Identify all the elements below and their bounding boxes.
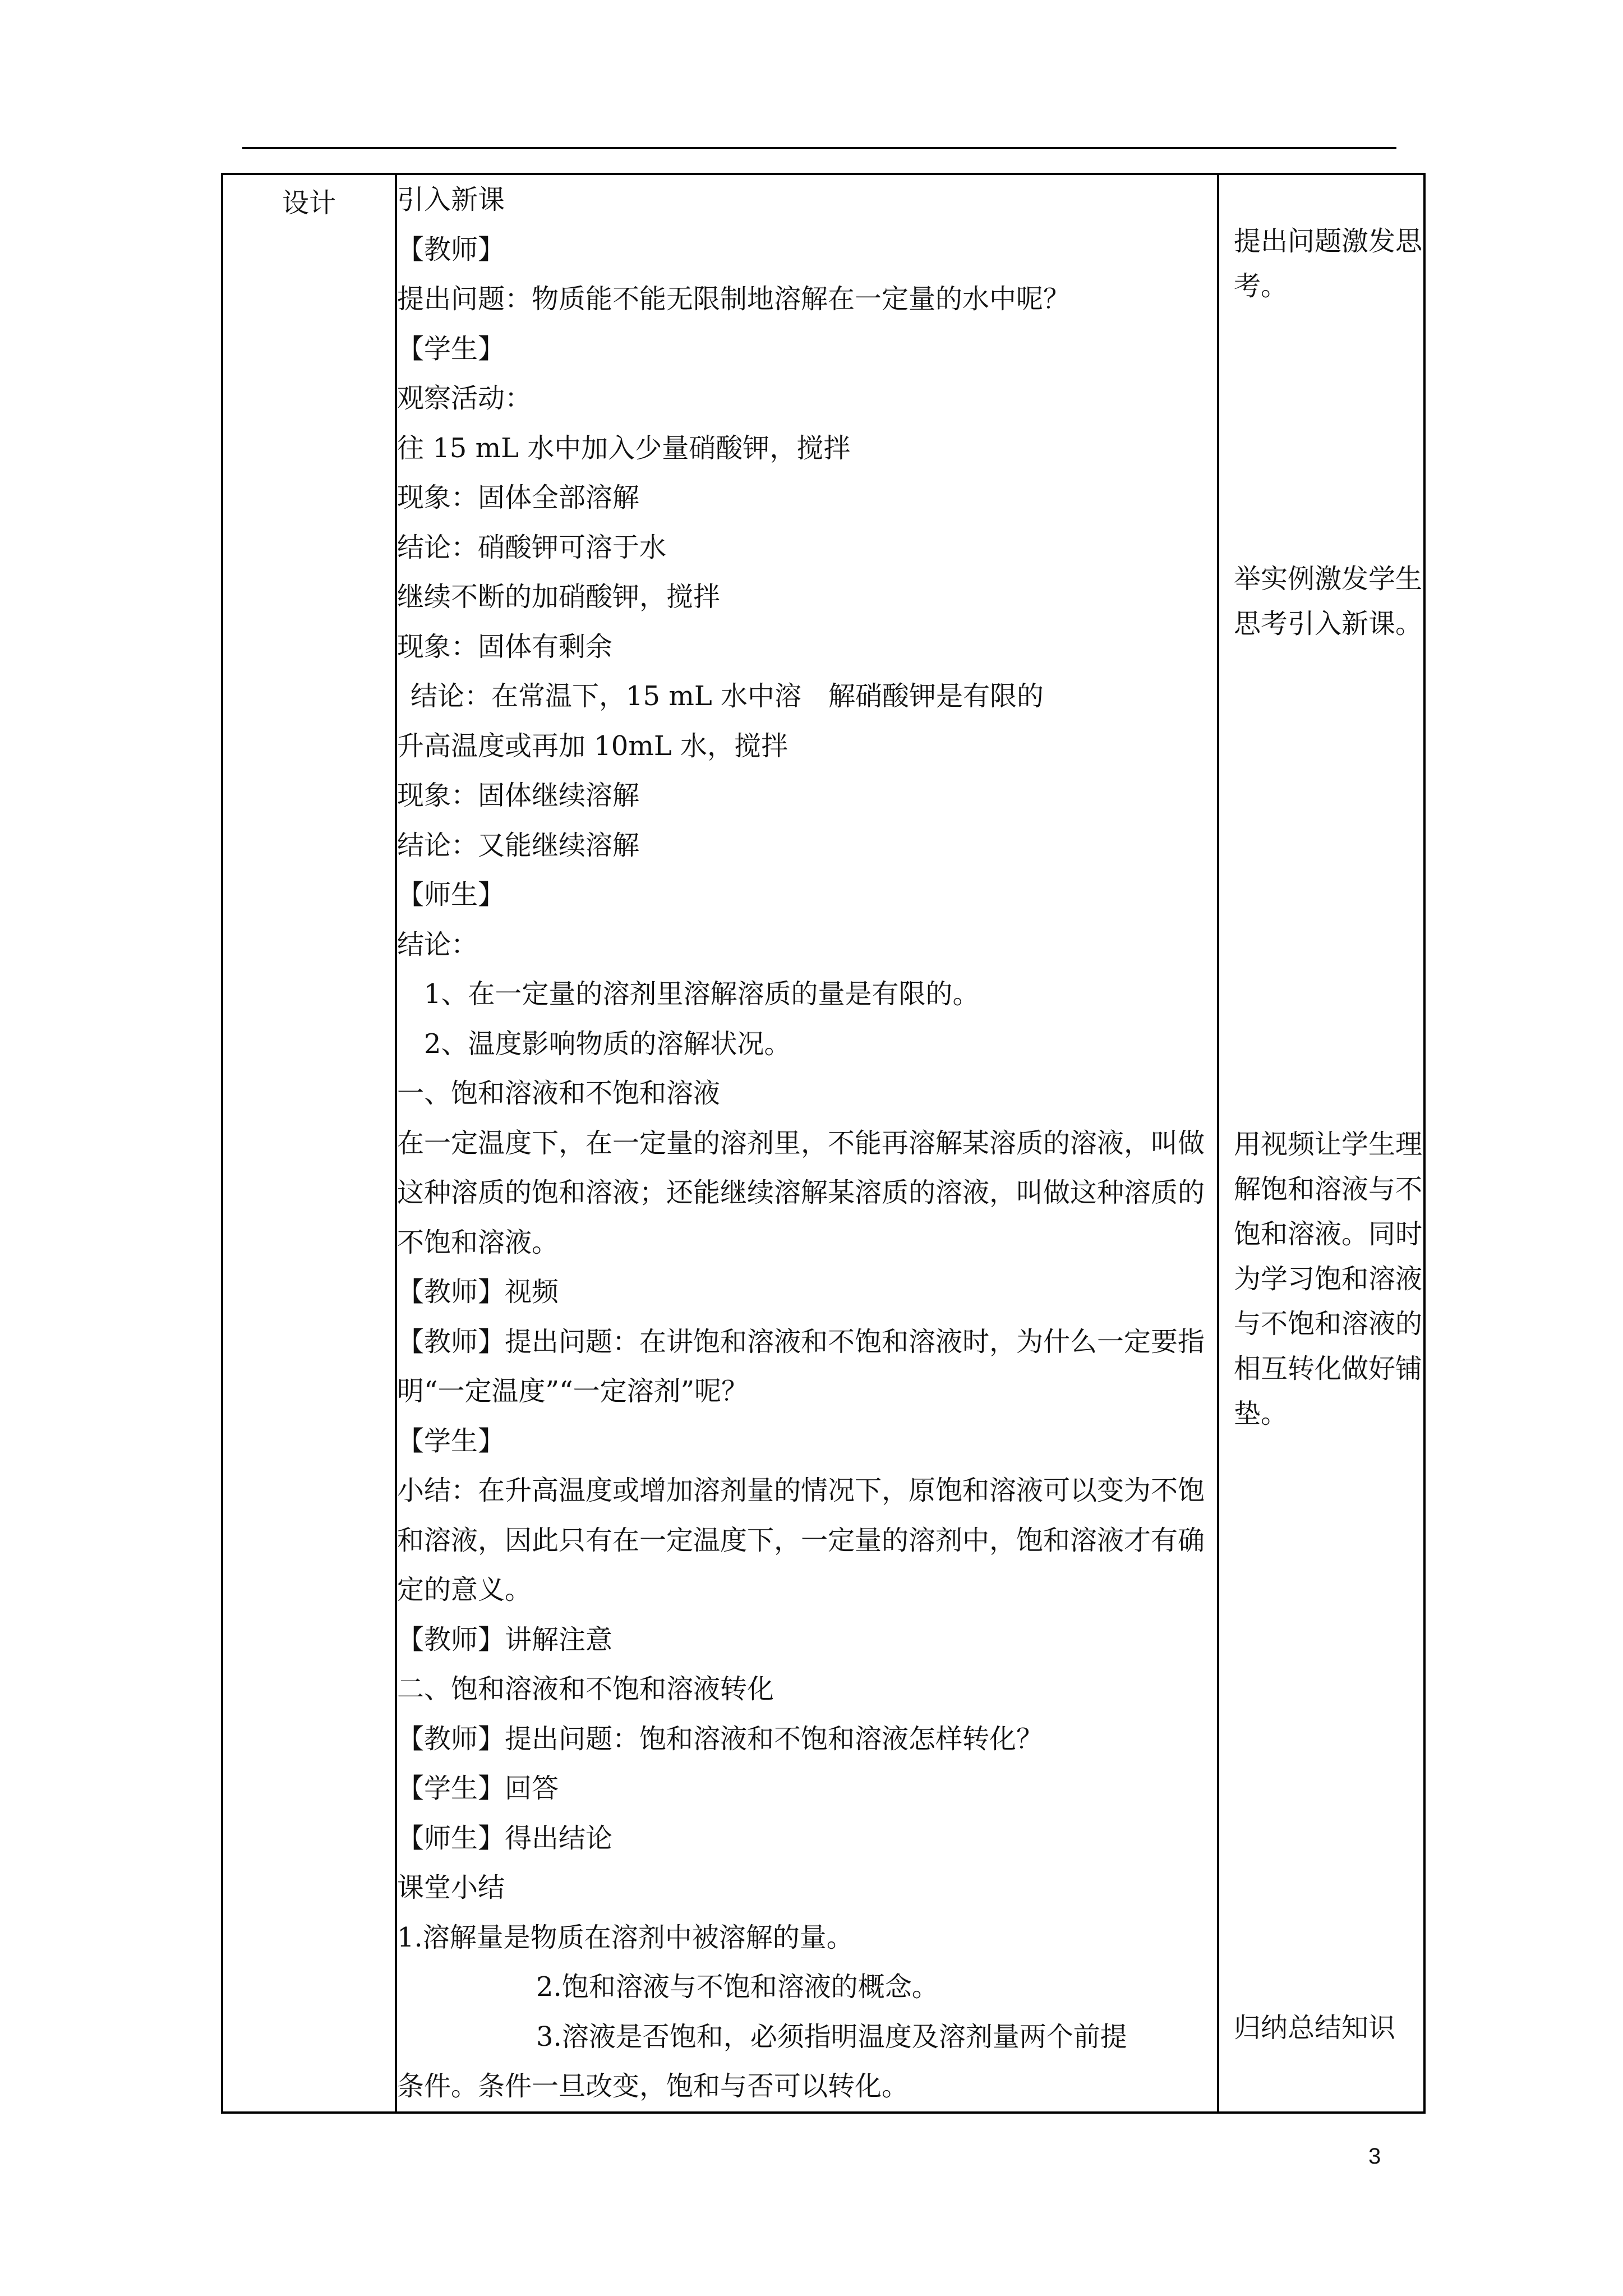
design-note: 举实例激发学生思考引入新课。 bbox=[1234, 563, 1423, 639]
role-student: 【学生】 bbox=[397, 333, 505, 365]
summary-point: 1.溶解量是物质在溶剂中被溶解的量。 bbox=[397, 1921, 854, 1953]
table-row bbox=[222, 174, 1424, 2113]
design-intent-cell bbox=[1218, 174, 1424, 2113]
conclusion-point: 1、在一定量的溶剂里溶解溶质的量是有限的。 bbox=[424, 978, 980, 1010]
phenomenon-text: 现象：固体继续溶解 bbox=[397, 780, 640, 811]
design-note: 提出问题激发思考。 bbox=[1234, 226, 1423, 302]
role-teacher: 【教师】 bbox=[397, 233, 505, 265]
activity-step: 升高温度或再加 10mL 水，搅拌 bbox=[397, 730, 788, 762]
question-text: 提出问题：物质能不能无限制地溶解在一定量的水中呢？ bbox=[397, 283, 1071, 315]
class-summary-heading: 课堂小结 bbox=[397, 1872, 505, 1903]
phenomenon-text: 现象：固体有剩余 bbox=[397, 631, 613, 662]
lesson-design-table bbox=[221, 173, 1426, 2114]
design-note: 用视频让学生理解饱和溶液与不饱和溶液。同时为学习饱和溶液与不饱和溶液的相互转化做好铺垫。 bbox=[1234, 1129, 1423, 1429]
teacher-explain: 【教师】讲解注意 bbox=[397, 1623, 613, 1655]
activity-step: 往 15 mL 水中加入少量硝酸钾，搅拌 bbox=[397, 432, 851, 464]
teacher-video: 【教师】视频 bbox=[397, 1276, 559, 1308]
section-heading: 一、饱和溶液和不饱和溶液 bbox=[397, 1078, 721, 1109]
design-note: 归纳总结知识 bbox=[1234, 2012, 1396, 2044]
conclusion-text: 结论：硝酸钾可溶于水 bbox=[397, 531, 667, 563]
teacher-question: 【教师】提出问题：在讲饱和溶液和不饱和溶液时，为什么一定要指明“一定温度”“一定溶剂”呢？ bbox=[397, 1326, 1205, 1407]
section-label: 设计 bbox=[282, 187, 336, 219]
label-cell bbox=[222, 174, 396, 2113]
definition-paragraph: 在一定温度下，在一定量的溶剂里，不能再溶解某溶质的溶液，叫做这种溶质的饱和溶液；还能继续溶解某溶质的溶液，叫做这种溶质的不饱和溶液。 bbox=[397, 1127, 1205, 1258]
summary-paragraph: 小结：在升高温度或增加溶剂量的情况下，原饱和溶液可以变为不饱和溶液，因此只有在一定温度下，一定量的溶剂中，饱和溶液才有确定的意义。 bbox=[397, 1475, 1205, 1605]
teacher-student-conclusion: 【师生】得出结论 bbox=[397, 1822, 613, 1854]
conclusion-text: 结论：又能继续溶解 bbox=[397, 829, 640, 861]
summary-point-continued: 条件。条件一旦改变，饱和与否可以转化。 bbox=[397, 2070, 909, 2102]
conclusion-heading: 结论： bbox=[397, 928, 478, 960]
role-teacher-student: 【师生】 bbox=[397, 879, 505, 910]
student-answer: 【学生】回答 bbox=[397, 1773, 559, 1804]
heading-new-lesson: 引入新课 bbox=[397, 184, 505, 215]
phenomenon-text: 现象：固体全部溶解 bbox=[397, 482, 640, 513]
summary-point: 2.饱和溶液与不饱和溶液的概念。 bbox=[536, 1971, 939, 2003]
header-rule bbox=[242, 147, 1396, 149]
conclusion-text: 结论：在常温下，15 mL 水中溶 解硝酸钾是有限的 bbox=[411, 680, 1044, 712]
teaching-process-cell bbox=[396, 174, 1218, 2113]
section-heading: 二、饱和溶液和不饱和溶液转化 bbox=[397, 1673, 774, 1705]
page-number: 3 bbox=[1368, 2144, 1381, 2169]
activity-heading: 观察活动： bbox=[397, 383, 532, 414]
summary-point: 3.溶液是否饱和，必须指明温度及溶剂量两个前提 bbox=[536, 2021, 1127, 2053]
activity-step: 继续不断的加硝酸钾，搅拌 bbox=[397, 581, 721, 613]
conclusion-point: 2、温度影响物质的溶解状况。 bbox=[424, 1028, 791, 1060]
role-student: 【学生】 bbox=[397, 1425, 505, 1457]
teacher-question: 【教师】提出问题：饱和溶液和不饱和溶液怎样转化？ bbox=[397, 1723, 1044, 1755]
